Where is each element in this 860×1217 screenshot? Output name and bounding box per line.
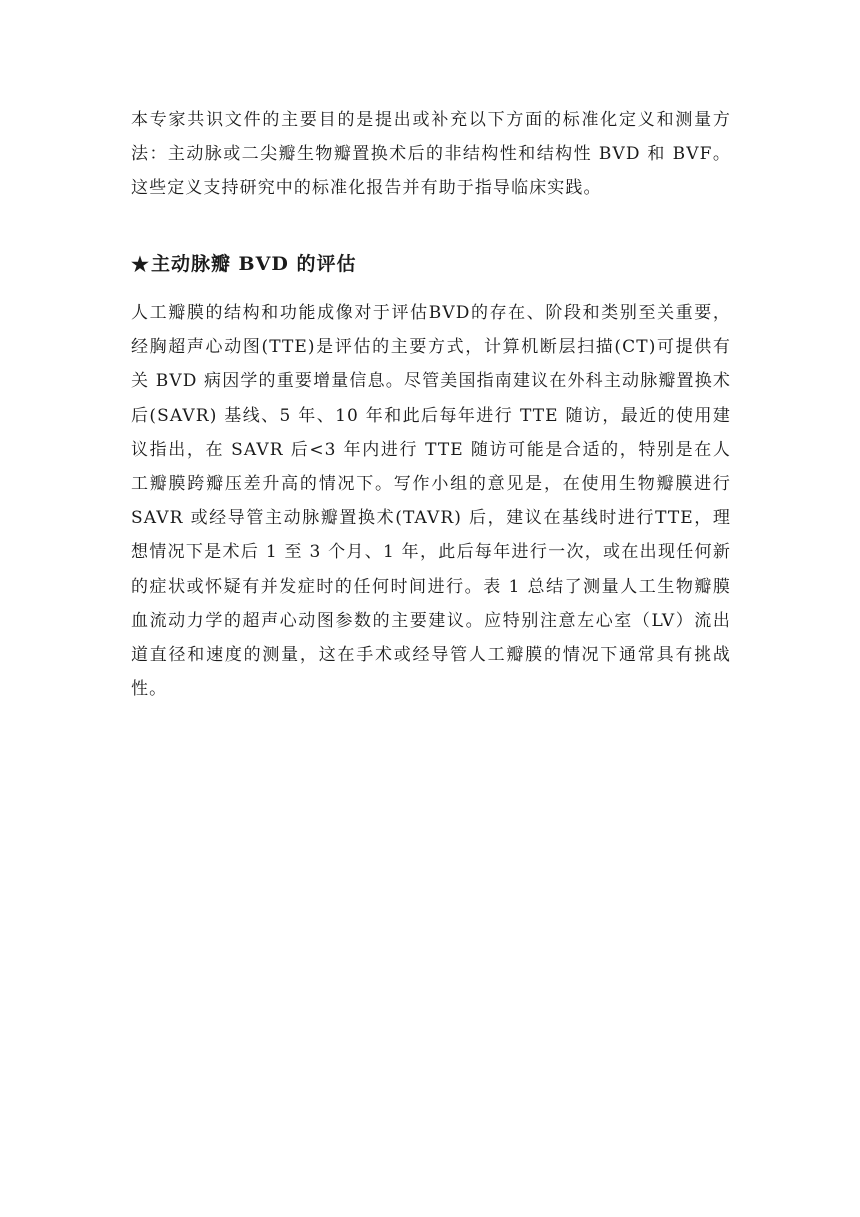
- intro-paragraph: 本专家共识文件的主要目的是提出或补充以下方面的标准化定义和测量方法：主动脉或二尖瓣生物瓣置换术后的非结构性和结构性 BVD 和 BVF。这些定义支持研究中的标准化报告并有助于指导临床实践。: [131, 110, 731, 199]
- section-paragraph: 人工瓣膜的结构和功能成像对于评估BVD的存在、阶段和类别至关重要，经胸超声心动图(TTE)是评估的主要方式，计算机断层扫描(CT)可提供有关 BVD 病因学的重要增量信息。尽管美国指南建议在外科主动脉瓣置换术后(SAVR) 基线、5 年、10 年和此后每年进行 TTE 随访，最近的使用建议指出，在 SAVR 后<3 年内进行 TTE 随访可能是合适的，特别是在人工瓣膜跨瓣压差升高的情况下。写作小组的意见是，在使用生物瓣膜进行 SAVR 或经导管主动脉瓣置换术(TAVR) 后，建议在基线时进行TTE，理想情况下是术后 1 至 3 个月、1 年，此后每年进行一次，或在出现任何新的症状或怀疑有并发症时的任何时间进行。表 1 总结了测量人工生物瓣膜血流动力学的超声心动图参数的主要建议。应特别注意左心室（LV）流出道直径和速度的测量，这在手术或经导管人工瓣膜的情况下通常具有挑战性。: [131, 303, 731, 700]
- star-icon: ★: [131, 252, 150, 276]
- section-heading: [131, 248, 731, 280]
- section-heading-text: 主动脉瓣 BVD 的评估: [150, 253, 357, 275]
